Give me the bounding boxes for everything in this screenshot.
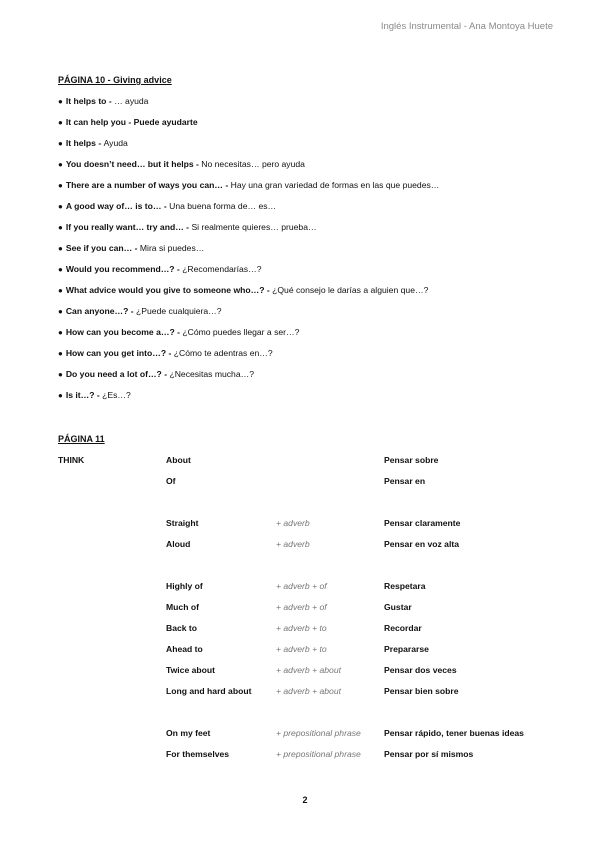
verb-label: THINK bbox=[58, 455, 85, 465]
meaning-cell: Prepararse bbox=[384, 644, 429, 654]
advice-phrase-list bbox=[58, 96, 439, 411]
spanish-translation: Una buena forma de… es… bbox=[169, 201, 277, 211]
grammar-note: + adverb + of bbox=[276, 581, 327, 591]
grammar-note: + adverb + to bbox=[276, 644, 327, 654]
spanish-translation: ¿Recomendarías…? bbox=[182, 264, 262, 274]
bullet-icon: ● bbox=[58, 370, 63, 379]
bullet-icon: ● bbox=[58, 181, 63, 190]
list-item bbox=[58, 201, 439, 222]
english-phrase: Do you need a lot of…? - bbox=[65, 369, 170, 379]
list-item bbox=[58, 117, 439, 138]
spanish-translation: ¿Qué consejo le darías a alguien que…? bbox=[272, 285, 429, 295]
spanish-translation: … ayuda bbox=[114, 96, 149, 106]
list-item bbox=[58, 348, 439, 369]
english-phrase: A good way of… is to… - bbox=[65, 201, 170, 211]
page-number: 2 bbox=[302, 795, 308, 805]
spanish-translation: ¿Cómo te adentras en…? bbox=[173, 348, 273, 358]
meaning-cell: Pensar en bbox=[384, 476, 426, 486]
meaning-cell: Gustar bbox=[384, 602, 412, 612]
phrase-word: For themselves bbox=[166, 749, 230, 759]
bullet-icon: ● bbox=[58, 244, 63, 253]
english-phrase: If you really want… try and… - bbox=[65, 222, 192, 232]
grammar-note: + adverb + about bbox=[276, 665, 341, 675]
meaning-cell: Pensar claramente bbox=[384, 518, 461, 528]
section-title-page-10: PÁGINA 10 - Giving advice bbox=[58, 75, 172, 85]
list-item bbox=[58, 390, 439, 411]
english-phrase: It helps to - bbox=[65, 96, 115, 106]
bullet-icon: ● bbox=[58, 160, 63, 169]
bullet-icon: ● bbox=[58, 307, 63, 316]
english-phrase: How can you get into…? - bbox=[65, 348, 174, 358]
bullet-icon: ● bbox=[58, 139, 63, 148]
phrase-word: Twice about bbox=[166, 665, 216, 675]
spanish-translation: Hay una gran variedad de formas en las que puedes… bbox=[230, 180, 440, 190]
phrase-word: Straight bbox=[166, 518, 199, 528]
list-item bbox=[58, 222, 439, 243]
bullet-icon: ● bbox=[58, 97, 63, 106]
grammar-note: + adverb bbox=[276, 518, 310, 528]
spanish-translation: Mira si puedes… bbox=[139, 243, 205, 253]
meaning-cell: Pensar sobre bbox=[384, 455, 439, 465]
list-item bbox=[58, 243, 439, 264]
list-item bbox=[58, 369, 439, 390]
english-phrase: You doesn’t need… but it helps - bbox=[65, 159, 202, 169]
phrase-word: Of bbox=[166, 476, 176, 486]
phrase-word: About bbox=[166, 455, 191, 465]
phrase-word: Long and hard about bbox=[166, 686, 252, 696]
meaning-cell: Pensar bien sobre bbox=[384, 686, 459, 696]
bullet-icon: ● bbox=[58, 349, 63, 358]
spanish-translation: Ayuda bbox=[103, 138, 128, 148]
section-title-page-11: PÁGINA 11 bbox=[58, 434, 105, 444]
phrase-word: Much of bbox=[166, 602, 199, 612]
english-phrase: Can anyone…? - bbox=[65, 306, 137, 316]
bullet-icon: ● bbox=[58, 118, 63, 127]
bullet-icon: ● bbox=[58, 391, 63, 400]
grammar-note: + adverb + to bbox=[276, 623, 327, 633]
meaning-cell: Pensar en voz alta bbox=[384, 539, 459, 549]
english-phrase: See if you can… - bbox=[65, 243, 140, 253]
phrase-word: Back to bbox=[166, 623, 198, 633]
meaning-cell: Pensar por sí mismos bbox=[384, 749, 474, 759]
english-phrase: Is it…? - bbox=[65, 390, 103, 400]
spanish-translation: ¿Es…? bbox=[102, 390, 131, 400]
document-header: Inglés Instrumental - Ana Montoya Huete bbox=[380, 21, 553, 32]
phrase-word: Aloud bbox=[166, 539, 191, 549]
grammar-note: + adverb bbox=[276, 539, 310, 549]
list-item bbox=[58, 306, 439, 327]
phrase-word: On my feet bbox=[166, 728, 211, 738]
english-phrase: It can help you - Puede ayudarte bbox=[65, 117, 198, 127]
spanish-translation: Si realmente quieres… prueba… bbox=[191, 222, 317, 232]
bullet-icon: ● bbox=[58, 328, 63, 337]
bullet-icon: ● bbox=[58, 286, 63, 295]
spanish-translation: No necesitas… pero ayuda bbox=[201, 159, 305, 169]
list-item bbox=[58, 96, 439, 117]
list-item bbox=[58, 264, 439, 285]
list-item bbox=[58, 327, 439, 348]
meaning-cell: Pensar rápido, tener buenas ideas bbox=[384, 728, 524, 738]
grammar-note: + adverb + of bbox=[276, 602, 327, 612]
english-phrase: Would you recommend…? - bbox=[65, 264, 183, 274]
english-phrase: How can you become a…? - bbox=[65, 327, 183, 337]
english-phrase: There are a number of ways you can… - bbox=[65, 180, 231, 190]
english-phrase: It helps - bbox=[65, 138, 104, 148]
grammar-note: + prepositional phrase bbox=[276, 749, 361, 759]
list-item bbox=[58, 285, 439, 306]
spanish-translation: ¿Cómo puedes llegar a ser…? bbox=[182, 327, 300, 337]
list-item bbox=[58, 180, 439, 201]
list-item bbox=[58, 159, 439, 180]
meaning-cell: Pensar dos veces bbox=[384, 665, 457, 675]
grammar-note: + prepositional phrase bbox=[276, 728, 361, 738]
phrase-word: Ahead to bbox=[166, 644, 203, 654]
spanish-translation: ¿Necesitas mucha…? bbox=[169, 369, 254, 379]
bullet-icon: ● bbox=[58, 223, 63, 232]
english-phrase: What advice would you give to someone who…? - bbox=[65, 285, 273, 295]
grammar-note: + adverb + about bbox=[276, 686, 341, 696]
spanish-translation: ¿Puede cualquiera…? bbox=[136, 306, 222, 316]
meaning-cell: Recordar bbox=[384, 623, 422, 633]
phrase-word: Highly of bbox=[166, 581, 203, 591]
bullet-icon: ● bbox=[58, 265, 63, 274]
meaning-cell: Respetara bbox=[384, 581, 426, 591]
list-item bbox=[58, 138, 439, 159]
bullet-icon: ● bbox=[58, 202, 63, 211]
